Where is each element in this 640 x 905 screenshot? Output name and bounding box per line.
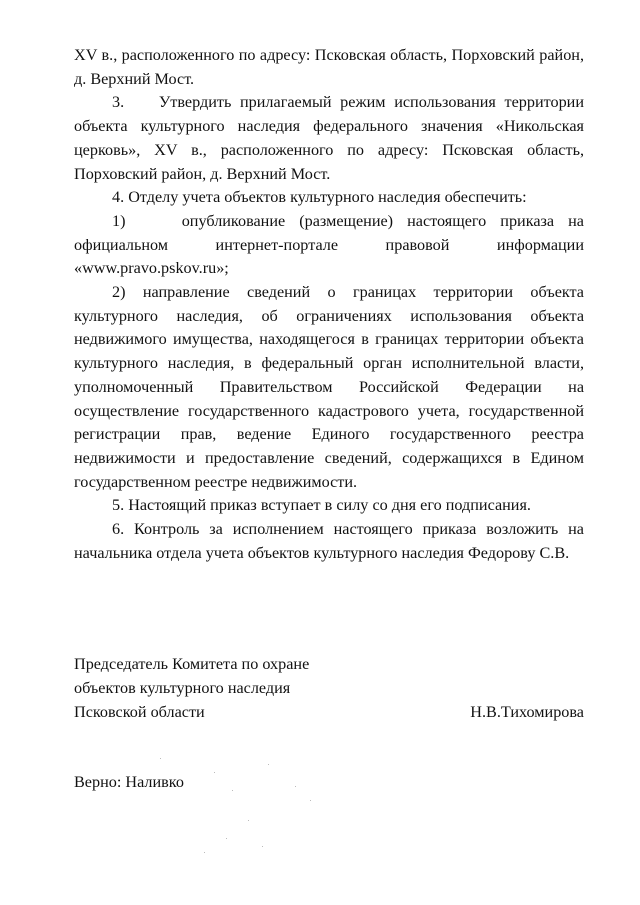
scan-speckle — [248, 820, 249, 821]
scan-speckle — [214, 772, 215, 773]
document-body — [74, 44, 584, 565]
signature-block — [74, 652, 584, 724]
paragraph-item-5: 5. Настоящий приказ вступает в силу со дня его подписания. — [112, 496, 531, 515]
scan-speckle — [310, 800, 311, 801]
signatory-position-line-2: объектов культурного наследия — [74, 679, 291, 697]
signatory-name: Н.В.Тихомирова — [470, 703, 584, 721]
signatory-position-line-1: Председатель Комитета по охране — [74, 655, 310, 673]
paragraph-continuation: XV в., расположенного по адресу: Псковская область, Порховский район, д. Верхний Мост. — [74, 46, 584, 88]
signatory-position-line-3: Псковской области — [74, 703, 205, 721]
scan-speckle — [262, 846, 263, 847]
scan-speckle — [204, 852, 205, 853]
scan-speckle — [160, 758, 161, 759]
scan-speckle — [232, 790, 233, 791]
paragraph-item-3: 3. Утвердить прилагаемый режим использования территории объекта культурного наследия федерального значения «Никольская церковь», XV в., расположенного по адресу: Псковская область, Порховский район, д. Верхний Мост. — [74, 93, 584, 183]
paragraph-item-4-2: 2) направление сведений о границах территории объекта культурного наследия, об ограничениях использования объекта недвижимого имущества, находящегося в границах территории объекта культурного наследия, в федеральный орган исполнительной власти, уполномоченный Правительством Российской Федерации на осуществление государственного кадастрового учета, государственной регистрации прав, ведение Единого государственного реестра недвижимости и предоставление сведений, содержащихся в Едином государственном реестре недвижимости. — [74, 283, 584, 491]
paragraph-item-4-1: 1) опубликование (размещение) настоящего приказа на официальном интернет-портале правовой информации «www.pravo.pskov.ru»; — [74, 211, 584, 278]
scan-speckle — [295, 786, 296, 787]
certification-note: Верно: Наливко — [74, 773, 184, 791]
scan-speckle — [268, 764, 269, 765]
paragraph-item-6: 6. Контроль за исполнением настоящего приказа возложить на начальника отдела учета объектов культурного наследия Федорову С.В. — [74, 520, 584, 562]
scan-speckle — [226, 838, 227, 839]
paragraph-item-4: 4. Отделу учета объектов культурного наследия обеспечить: — [112, 188, 527, 207]
